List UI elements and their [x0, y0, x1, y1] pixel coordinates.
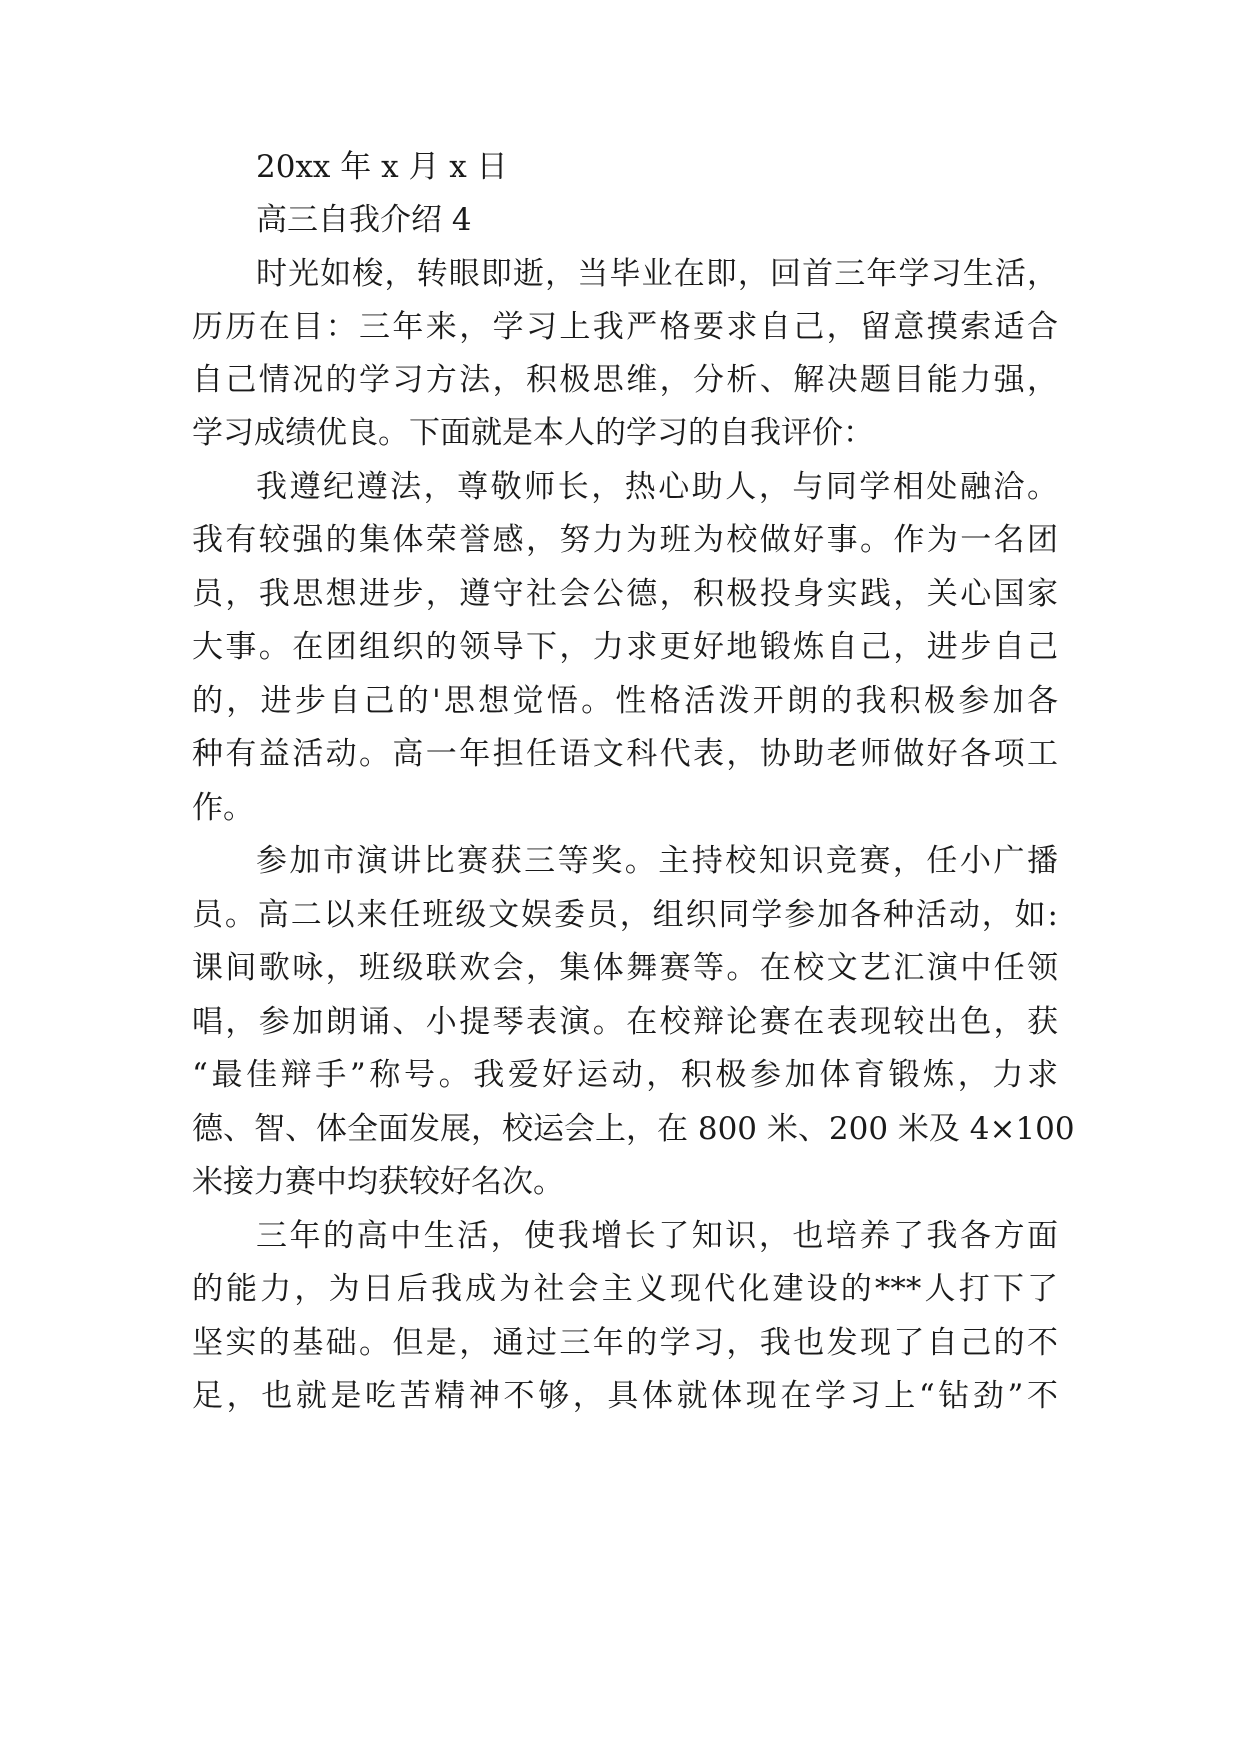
paragraph-1-line-2: 历历在目：三年来，学习上我严格要求自己，留意摸索适合: [192, 309, 1058, 345]
paragraph-2-line-1: 我遵纪遵法，尊敬师长，热心助人，与同学相处融洽。: [256, 469, 1058, 505]
paragraph-2-line-5: 的，进步自己的'思想觉悟。性格活泼开朗的我积极参加各: [192, 683, 1058, 719]
paragraph-4-line-2: 的能力，为日后我成为社会主义现代化建设的***人打下了: [192, 1271, 1058, 1307]
paragraph-3-line-3: 课间歌咏，班级联欢会，集体舞赛等。在校文艺汇演中任领: [192, 950, 1058, 986]
paragraph-2-line-3: 员，我思想进步，遵守社会公德，积极投身实践，关心国家: [192, 576, 1058, 612]
paragraph-1-line-4: 学习成绩优良。下面就是本人的学习的自我评价：: [192, 415, 874, 451]
paragraph-3-line-4: 唱，参加朗诵、小提琴表演。在校辩论赛在表现较出色，获: [192, 1004, 1058, 1040]
paragraph-4-line-1: 三年的高中生活，使我增长了知识，也培养了我各方面: [256, 1218, 1058, 1254]
paragraph-1-line-1: 时光如梭，转眼即逝，当毕业在即，回首三年学习生活，: [256, 256, 1058, 292]
paragraph-2-line-2: 我有较强的集体荣誉感，努力为班为校做好事。作为一名团: [192, 522, 1058, 558]
date-line: 20xx 年 x 月 x 日: [256, 149, 508, 185]
paragraph-3-line-1: 参加市演讲比赛获三等奖。主持校知识竞赛，任小广播: [256, 843, 1058, 879]
paragraph-2-line-6: 种有益活动。高一年担任语文科代表，协助老师做好各项工: [192, 736, 1058, 772]
paragraph-1-line-3: 自己情况的学习方法，积极思维，分析、解决题目能力强，: [192, 362, 1058, 398]
paragraph-3-line-2: 员。高二以来任班级文娱委员，组织同学参加各种活动，如:: [192, 897, 1058, 933]
paragraph-2-line-7: 作。: [192, 790, 254, 826]
paragraph-4-line-4: 足，也就是吃苦精神不够，具体就体现在学习上“钻劲”不: [192, 1378, 1058, 1414]
paragraph-3-line-6: 德、智、体全面发展，校运会上，在 800 米、200 米及 4×100: [192, 1111, 1075, 1147]
paragraph-3-line-5: “最佳辩手”称号。我爱好运动，积极参加体育锻炼，力求: [192, 1057, 1058, 1093]
paragraph-3-line-7: 米接力赛中均获较好名次。: [192, 1164, 564, 1200]
paragraph-2-line-4: 大事。在团组织的领导下，力求更好地锻炼自己，进步自己: [192, 629, 1058, 665]
section-heading: 高三自我介绍 4: [256, 202, 472, 238]
paragraph-4-line-3: 坚实的基础。但是，通过三年的学习，我也发现了自己的不: [192, 1325, 1058, 1361]
